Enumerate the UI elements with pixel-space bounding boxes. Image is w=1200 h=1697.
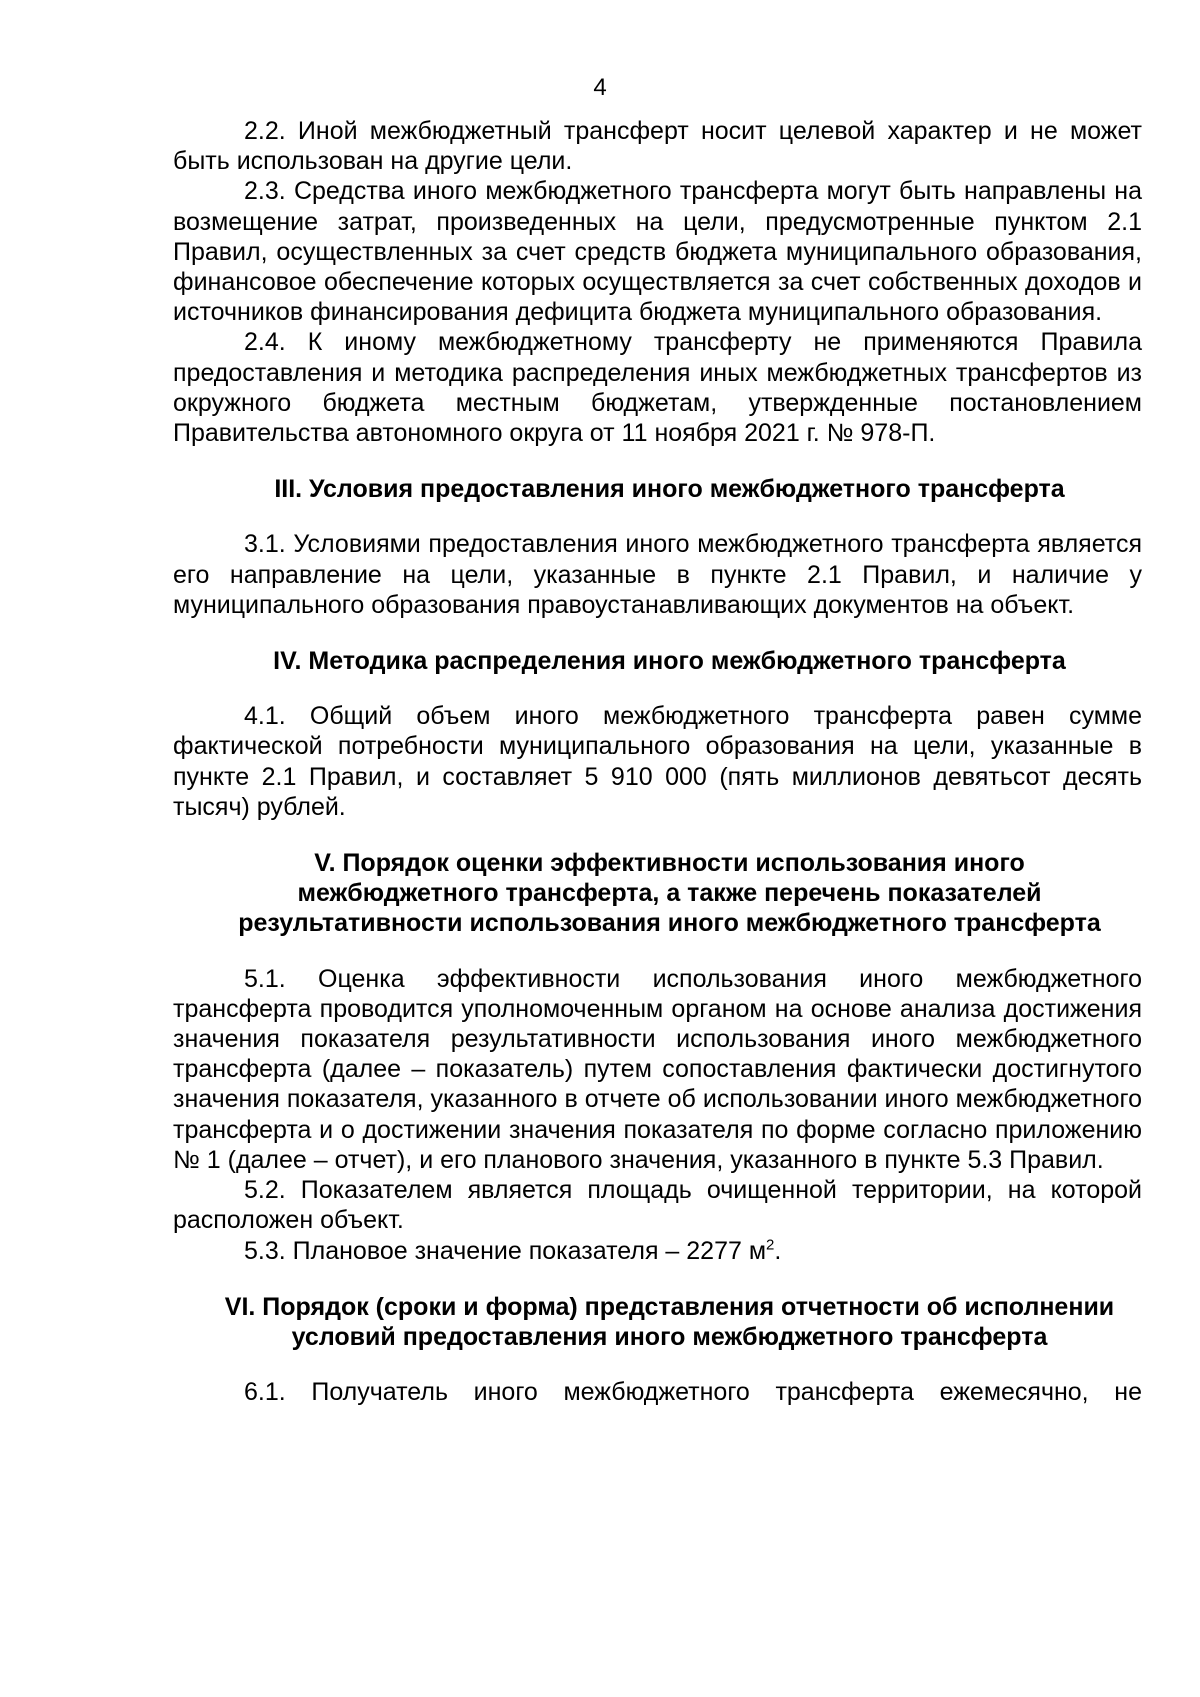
section-heading-6-line-2: условий предоставления иного межбюджетного трансферта bbox=[291, 1322, 1048, 1351]
paragraph-4-1: 4.1. Общий объем иного межбюджетного трансферта равен сумме фактической потребности муниципального образования на цели, указанные в пункте 2.1 Правил, и составляет 5 910 000 (пять миллионов девятьсот десять тысяч) рублей. bbox=[173, 702, 1142, 821]
section-heading-6-line-1: VI. Порядок (сроки и форма) представления отчетности об исполнении bbox=[224, 1292, 1115, 1321]
paragraph-5-3-text: 5.3. Плановое значение показателя – 2277 м bbox=[244, 1236, 767, 1265]
paragraph-2-2: 2.2. Иной межбюджетный трансферт носит целевой характер и не может быть использован на другие цели. bbox=[173, 117, 1142, 176]
paragraph-5-2: 5.2. Показателем является площадь очищенной территории, на которой расположен объект. bbox=[173, 1176, 1142, 1235]
section-heading-6 bbox=[173, 1292, 1142, 1352]
section-heading-3: III. Условия предоставления иного межбюджетного трансферта bbox=[274, 475, 1065, 504]
superscript-square: 2 bbox=[766, 1236, 775, 1254]
paragraph-2-3: 2.3. Средства иного межбюджетного трансферта могут быть направлены на возмещение затрат, произведенных на цели, предусмотренные пунктом 2.1 Правил, осуществленных за счет средств бюджета муниципального образования, финансовое обеспечение которых осуществляется за счет собственных доходов и источников финансирования дефицита бюджета муниципального образования. bbox=[173, 177, 1142, 327]
paragraph-5-3-end: . bbox=[774, 1236, 782, 1265]
page-number: 4 bbox=[593, 74, 607, 101]
paragraph-6-1: 6.1. Получатель иного межбюджетного трансферта ежемесячно, не bbox=[244, 1378, 1142, 1407]
section-heading-4: IV. Методика распределения иного межбюджетного трансферта bbox=[273, 647, 1066, 676]
paragraph-5-3 bbox=[173, 1236, 1142, 1266]
section-heading-5-line-1: V. Порядок оценки эффективности использования иного bbox=[314, 849, 1025, 878]
paragraph-2-4: 2.4. К иному межбюджетному трансферту не применяются Правила предоставления и методика распределения иных межбюджетных трансфертов из окружного бюджета местным бюджетам, утвержденные постановлением Правительства автономного округа от 11 ноября 2021 г. № 978-П. bbox=[173, 328, 1142, 448]
section-heading-5 bbox=[173, 848, 1142, 939]
section-heading-5-line-2: межбюджетного трансферта, а также перечень показателей bbox=[297, 879, 1042, 908]
document-body bbox=[173, 116, 1142, 1407]
paragraph-3-1: 3.1. Условиями предоставления иного межбюджетного трансферта является его направление на цели, указанные в пункте 2.1 Правил, и наличие у муниципального образования правоустанавливающих документов на объект. bbox=[173, 530, 1142, 619]
paragraph-5-1: 5.1. Оценка эффективности использования иного межбюджетного трансферта проводится уполномоченным органом на основе анализа достижения значения показателя результативности использования иного межбюджетного трансферта (далее – показатель) путем сопоставления фактически достигнутого значения показателя, указанного в отчете об использовании иного межбюджетного трансферта и о достижении значения показателя по форме согласно приложению № 1 (далее – отчет), и его планового значения, указанного в пункте 5.3 Правил. bbox=[173, 964, 1142, 1174]
section-heading-5-line-3: результативности использования иного межбюджетного трансферта bbox=[238, 909, 1101, 938]
